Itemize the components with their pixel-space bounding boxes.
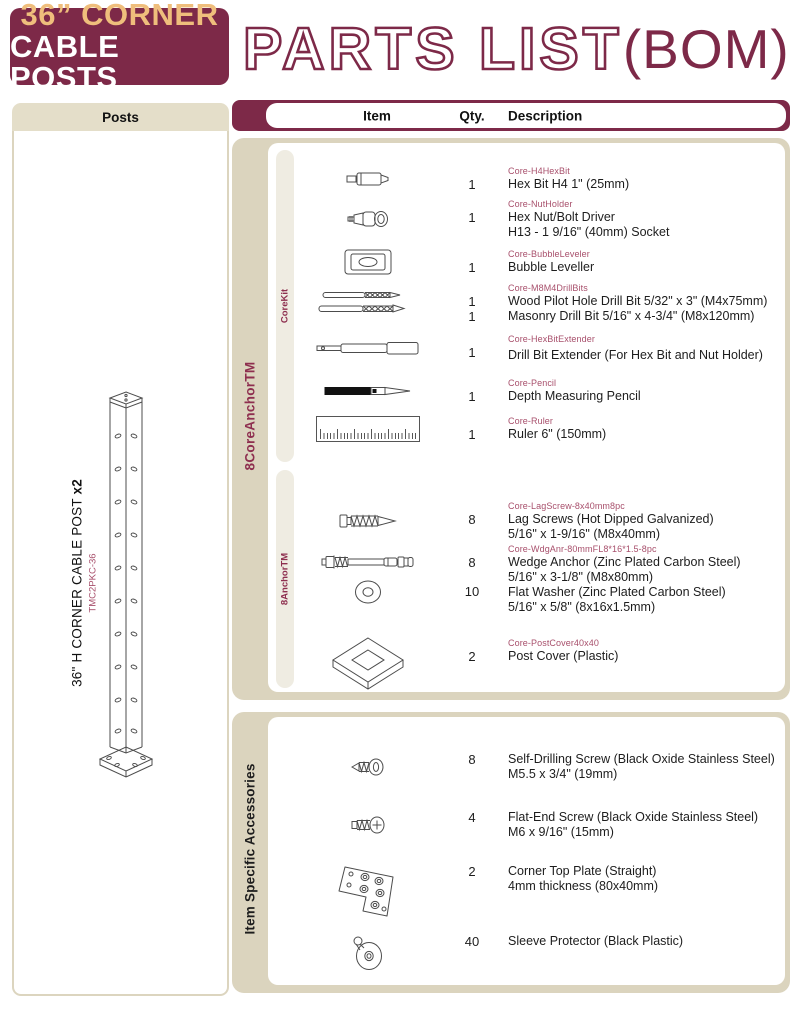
part-description: Flat-End Screw (Black Oxide Stainless Steel) [508, 810, 759, 824]
qty-cell: 4 [468, 810, 476, 825]
description-cell [508, 500, 785, 542]
qty-cell: 8 [468, 512, 476, 527]
posts-sidebar-header [12, 103, 229, 131]
badge-line2: CABLE POSTS [10, 28, 120, 96]
nut-driver-icon [268, 208, 448, 230]
part-description: Drill Bit Extender (For Hex Bit and Nut Holder) [508, 348, 763, 362]
part-description: H13 - 1 9/16" (40mm) Socket [508, 225, 670, 239]
part-description: 5/16" x 5/8" (8x16x1.5mm) [508, 600, 656, 614]
part-description: Self-Drilling Screw (Black Oxide Stainless Steel) [508, 752, 775, 766]
table-header-bar [232, 100, 790, 131]
part-description: M6 x 9/16" (15mm) [508, 825, 614, 839]
part-code: Core-NutHolder [508, 199, 573, 209]
page-title-outline: PARTS LIST [243, 16, 623, 82]
part-description: 5/16" x 3-1/8" (M8x80mm) [508, 570, 654, 584]
bit-extender-icon [268, 341, 448, 355]
part-description: Sleeve Protector (Black Plastic) [508, 934, 684, 948]
table-row [268, 543, 785, 615]
page-title [243, 10, 789, 88]
column-header-description: Description [508, 108, 583, 123]
qty-cell: 2 [468, 649, 476, 664]
group-8anchor-label: 8AnchorTM [279, 552, 291, 606]
posts-sidebar [12, 103, 229, 996]
description-cell [508, 864, 785, 894]
table-row [268, 333, 785, 363]
description-cell [508, 637, 785, 664]
part-description: Depth Measuring Pencil [508, 389, 641, 403]
post-sku: TMC2PKC-36 [87, 553, 99, 613]
qty-cell: 1 [468, 427, 476, 442]
part-description: 4mm thickness (80x40mm) [508, 879, 659, 893]
description-cell [508, 248, 785, 275]
part-description: M5.5 x 3/4" (19mm) [508, 767, 618, 781]
part-description: Hex Bit H4 1" (25mm) [508, 177, 630, 191]
table-row [268, 377, 785, 404]
part-code: Core-WdgAnr-80mmFL8*16*1.5-8pc [508, 544, 657, 554]
table-row [268, 934, 785, 972]
part-description: Flat Washer (Zinc Plated Carbon Steel) [508, 585, 726, 599]
part-code: Core-H4HexBit [508, 166, 570, 176]
part-description: 5/16" x 1-9/16" (M8x40mm) [508, 527, 660, 541]
description-cell [508, 282, 785, 324]
table-row [268, 282, 785, 324]
table-row [268, 810, 785, 840]
part-description: Ruler 6" (150mm) [508, 427, 607, 441]
page-title-suffix: (BOM) [622, 18, 790, 80]
section-accessories [232, 712, 790, 993]
qty-cell: 1 [468, 345, 476, 360]
description-cell [508, 752, 785, 782]
posts-sidebar-body [12, 131, 229, 996]
part-description: Lag Screws (Hot Dipped Galvanized) [508, 512, 714, 526]
flat-end-screw-icon [268, 816, 448, 834]
part-description: Post Cover (Plastic) [508, 649, 619, 663]
table-row [268, 864, 785, 922]
description-cell [508, 934, 785, 949]
posts-sidebar-title: Posts [102, 109, 139, 125]
section-core-anchor-panel [268, 143, 785, 692]
wedge-anchor-washer-icon [268, 543, 448, 605]
table-row [268, 500, 785, 542]
pencil-icon [268, 385, 448, 397]
drill-bits-icon [268, 282, 448, 314]
post-label-text: 36" H CORNER CABLE POST [69, 494, 85, 687]
table-row [268, 165, 785, 192]
bubble-leveller-icon [268, 249, 448, 275]
part-description: Wood Pilot Hole Drill Bit 5/32" x 3" (M4x75mm) [508, 294, 768, 308]
section-accessories-panel [268, 717, 785, 985]
description-cell [508, 377, 785, 404]
group-corekit-label: CoreKit [279, 288, 291, 324]
qty-cell: 1 [468, 177, 476, 192]
part-code: Core-BubbleLeveler [508, 249, 590, 259]
section-core-anchor [232, 138, 790, 700]
part-code: Core-HexBitExtender [508, 334, 595, 344]
description-cell [508, 415, 785, 442]
description-cell [508, 198, 785, 240]
qty-cell: 1 [468, 260, 476, 275]
qty-cell: 1 1 [468, 294, 476, 324]
column-header-qty: Qty. [459, 108, 485, 123]
qty-cell: 1 [468, 389, 476, 404]
sleeve-protector-icon [268, 934, 448, 972]
description-cell [508, 543, 785, 615]
qty-cell: 8 [468, 752, 476, 767]
qty-cell: 8 10 [464, 555, 480, 599]
corner-post-illustration [96, 391, 156, 801]
badge-line1: 36” CORNER [20, 0, 219, 32]
qty-cell: 2 [468, 864, 476, 879]
table-row [268, 637, 785, 693]
part-code: Core-M8M4DrillBits [508, 283, 588, 293]
part-code: Core-Pencil [508, 378, 557, 388]
post-label [70, 479, 85, 687]
self-drilling-screw-icon [268, 757, 448, 777]
table-row [268, 198, 785, 240]
corner-top-plate-icon [268, 864, 448, 922]
table-row [268, 248, 785, 275]
post-label-qty: x2 [69, 479, 85, 495]
part-description: Hex Nut/Bolt Driver [508, 210, 615, 224]
lag-screw-icon [268, 511, 448, 531]
section-accessories-label: Item Specific Accessories [242, 763, 258, 935]
part-code: Core-PostCover40x40 [508, 638, 599, 648]
part-description: Masonry Drill Bit 5/16" x 4-3/4" (M8x120mm) [508, 309, 755, 323]
part-code: Core-Ruler [508, 416, 554, 426]
description-cell [508, 165, 785, 192]
ruler-icon [268, 416, 448, 442]
post-cover-icon [268, 637, 448, 693]
product-badge [10, 0, 229, 96]
table-header-inner [266, 103, 786, 128]
description-cell [508, 810, 785, 840]
description-cell [508, 333, 785, 363]
part-description: Bubble Leveller [508, 260, 595, 274]
qty-cell: 1 [468, 210, 476, 225]
table-row [268, 415, 785, 442]
part-description: Corner Top Plate (Straight) [508, 864, 657, 878]
column-header-item: Item [363, 108, 391, 123]
qty-cell: 40 [464, 934, 480, 949]
part-description: Wedge Anchor (Zinc Plated Carbon Steel) [508, 555, 741, 569]
section-core-anchor-label: 8CoreAnchorTM [242, 361, 258, 471]
part-code: Core-LagScrew-8x40mm8pc [508, 501, 625, 511]
table-row [268, 752, 785, 782]
hex-bit-icon [268, 170, 448, 188]
